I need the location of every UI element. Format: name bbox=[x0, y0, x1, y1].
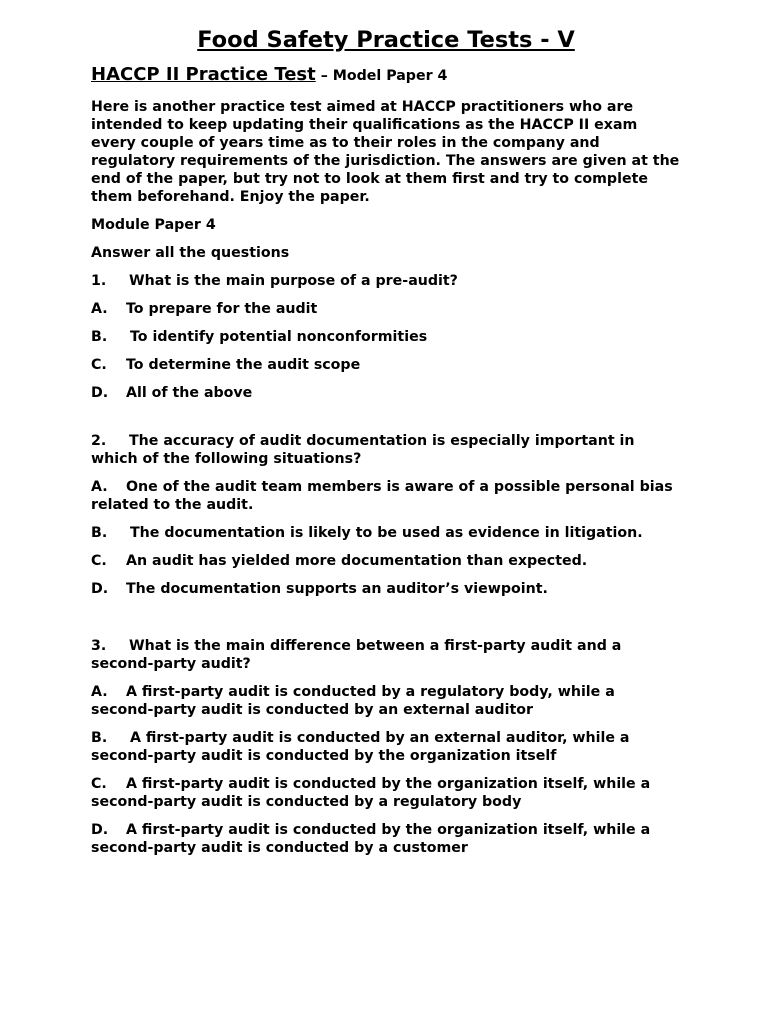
answer-option bbox=[91, 328, 681, 346]
spacer bbox=[91, 412, 681, 432]
module-label: Module Paper 4 bbox=[91, 217, 216, 233]
option-text: To determine the audit scope bbox=[126, 357, 361, 373]
option-text: To prepare for the audit bbox=[126, 301, 318, 317]
option-text: A first-party audit is conducted by the organization itself, while a second-party audit is conducted by a customer bbox=[91, 822, 651, 856]
instruction: Answer all the questions bbox=[91, 245, 290, 261]
option-text: To identify potential nonconformities bbox=[130, 329, 428, 345]
option-text: One of the audit team members is aware of a possible personal bias related to the audit. bbox=[91, 479, 673, 513]
answer-option bbox=[91, 775, 681, 811]
option-letter: A. bbox=[91, 301, 108, 317]
question-block bbox=[91, 432, 681, 598]
option-text: A first-party audit is conducted by the organization itself, while a second-party audit is conducted by a regulatory body bbox=[91, 776, 651, 810]
option-text: A first-party audit is conducted by a regulatory body, while a second-party audit is conducted by an external auditor bbox=[91, 684, 615, 718]
option-letter: B. bbox=[91, 525, 108, 541]
option-letter: C. bbox=[91, 357, 107, 373]
option-letter: D. bbox=[91, 581, 109, 597]
document-title: Food Safety Practice Tests - V bbox=[197, 27, 575, 53]
subtitle-model: Model Paper 4 bbox=[332, 68, 448, 84]
option-text: The documentation supports an auditor’s viewpoint. bbox=[126, 581, 548, 597]
question-number: 1. bbox=[91, 273, 107, 289]
option-letter: B. bbox=[91, 730, 108, 746]
spacer bbox=[91, 608, 681, 637]
question-body: What is the main difference between a first-party audit and a second-party audit? bbox=[91, 638, 622, 672]
answer-option bbox=[91, 552, 681, 570]
answer-option bbox=[91, 300, 681, 318]
answer-option bbox=[91, 524, 681, 542]
answer-option bbox=[91, 821, 681, 857]
answer-option bbox=[91, 729, 681, 765]
option-letter: D. bbox=[91, 385, 109, 401]
option-letter: C. bbox=[91, 553, 107, 569]
option-letter: B. bbox=[91, 329, 108, 345]
subtitle-main: HACCP II Practice Test bbox=[91, 64, 316, 85]
option-text: The documentation is likely to be used as evidence in litigation. bbox=[130, 525, 643, 541]
option-letter: A. bbox=[91, 684, 108, 700]
subtitle bbox=[91, 64, 681, 87]
answer-option bbox=[91, 384, 681, 402]
option-text: All of the above bbox=[126, 385, 253, 401]
intro-paragraph: Here is another practice test aimed at HACCP practitioners who are intended to keep updating their qualifications as the HACCP II exam every couple of years time as to their roles in the company and regulatory requirements of the jurisdiction. The answers are given at the end of the paper, but try not to look at them first and try to complete them beforehand. Enjoy the paper. bbox=[91, 99, 680, 205]
question-text bbox=[91, 272, 681, 290]
option-letter: D. bbox=[91, 822, 109, 838]
question-body: The accuracy of audit documentation is especially important in which of the following situations? bbox=[91, 433, 635, 467]
answer-option bbox=[91, 356, 681, 374]
document-page bbox=[91, 26, 681, 867]
option-text: A first-party audit is conducted by an external auditor, while a second-party audit is conducted by the organization itself bbox=[91, 730, 630, 764]
question-text bbox=[91, 637, 681, 673]
question-body: What is the main purpose of a pre-audit? bbox=[129, 273, 458, 289]
option-text: An audit has yielded more documentation than expected. bbox=[126, 553, 588, 569]
question-block bbox=[91, 637, 681, 857]
question-text bbox=[91, 432, 681, 468]
question-number: 2. bbox=[91, 433, 107, 449]
answer-option bbox=[91, 580, 681, 598]
subtitle-separator: – bbox=[315, 68, 333, 84]
answer-option bbox=[91, 478, 681, 514]
question-block bbox=[91, 272, 681, 402]
option-letter: C. bbox=[91, 776, 107, 792]
option-letter: A. bbox=[91, 479, 108, 495]
question-number: 3. bbox=[91, 638, 107, 654]
answer-option bbox=[91, 683, 681, 719]
